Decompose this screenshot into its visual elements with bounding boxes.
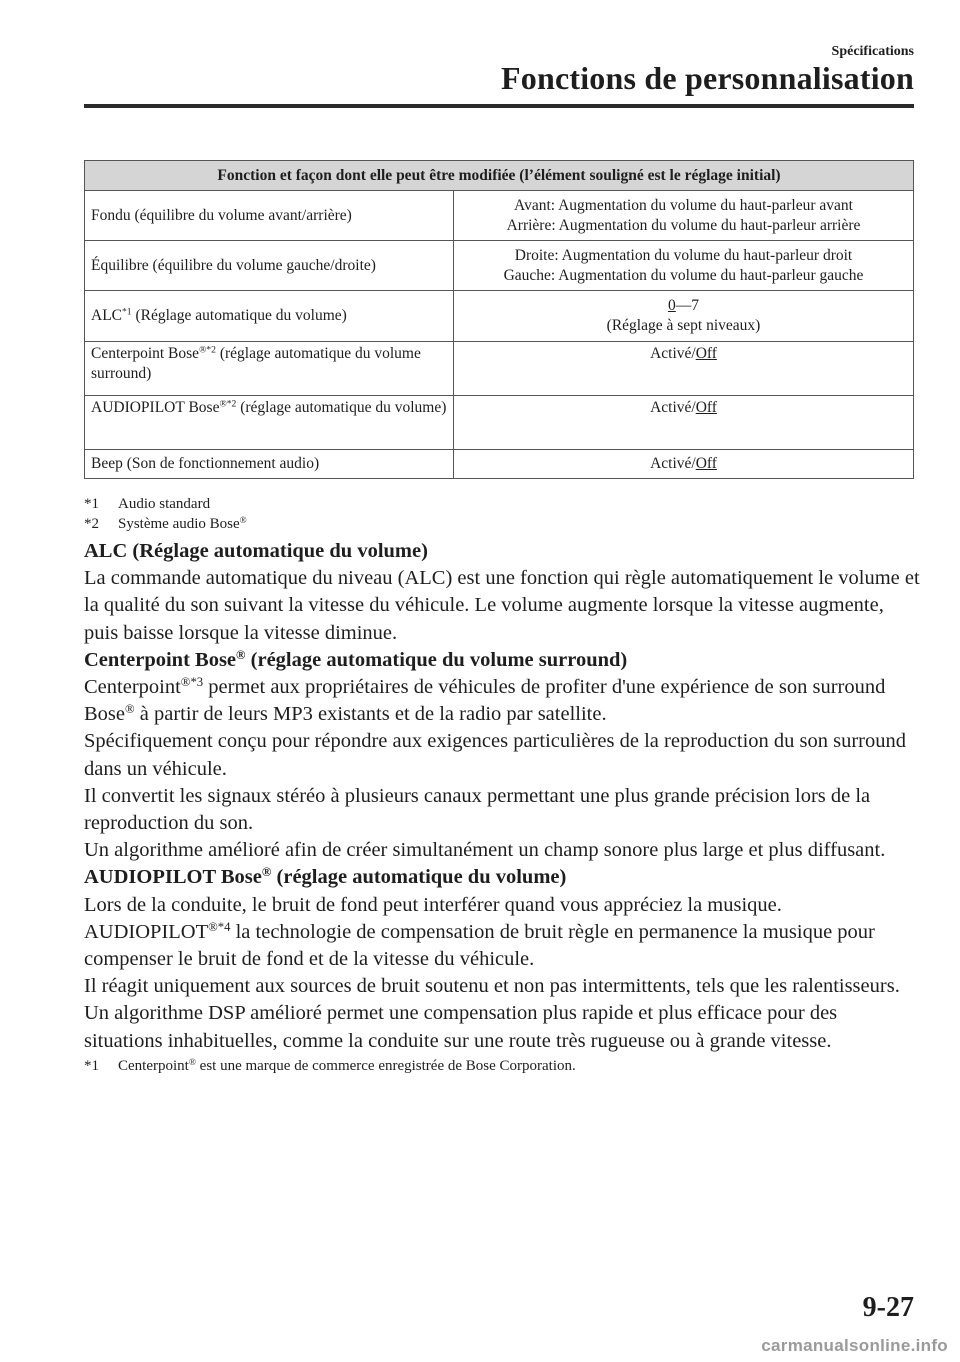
paragraph-text: AUDIOPILOT: [84, 920, 209, 943]
row-function: Fondu (équilibre du volume avant/arrière): [85, 191, 454, 241]
option-off-initial: Off: [695, 455, 717, 472]
paragraph-text: à partir de leurs MP3 existants et de la radio par satellite.: [134, 703, 607, 726]
row-function: [85, 396, 454, 450]
trademark-footnote: [84, 1055, 920, 1077]
paragraph-text: Centerpoint: [84, 676, 181, 699]
table-row: [85, 342, 914, 396]
paragraph: Il convertit les signaux stéréo à plusieurs canaux permettant une plus grande précision lors de la reproduction du son.: [84, 784, 871, 835]
function-sup: *1: [122, 306, 132, 318]
heading-text: Centerpoint Bose: [84, 648, 237, 671]
table-row: [85, 450, 914, 479]
setting-line: Gauche: Augmentation du volume du haut-parleur gauche: [503, 266, 864, 284]
heading-audiopilot: [84, 864, 920, 891]
paragraph-sup: ®: [125, 702, 135, 717]
paragraph: [84, 674, 920, 728]
footnote-sup: ®: [188, 1057, 196, 1068]
row-setting: [454, 396, 914, 450]
heading-sup: ®: [236, 647, 246, 662]
row-setting: [454, 291, 914, 342]
range-dash: —: [675, 297, 692, 314]
row-setting: [454, 450, 914, 479]
table-header-row: [85, 161, 914, 191]
paragraph-text: permet aux propriétaires de véhicules de profiter d'une expérience de son surround Bose: [84, 676, 886, 726]
paragraph: Un algorithme DSP amélioré permet une compensation plus rapide et plus efficace pour des situations inhabituelles, comme la conduite sur une route très rugueuse ou à grande vitesse.: [84, 1002, 838, 1052]
option-on: Activé/: [650, 399, 696, 416]
section-label: Spécifications: [831, 44, 914, 59]
paragraph: Lors de la conduite, le bruit de fond peut interférer quand vous appréciez la musique.: [84, 893, 782, 916]
footnote-text: Centerpoint: [118, 1057, 189, 1074]
page-number: 9-27: [862, 1292, 914, 1323]
row-function: Beep (Son de fonctionnement audio): [85, 450, 454, 479]
paragraph: Un algorithme amélioré afin de créer simultanément un champ sonore plus large et plus diffusant.: [84, 839, 886, 862]
paragraph-sup: ®*3: [180, 675, 204, 690]
function-text: (Réglage automatique du volume): [131, 307, 347, 324]
footnote-text: Audio standard: [118, 496, 211, 512]
setting-line: Avant: Augmentation du volume du haut-parleur avant: [514, 196, 853, 214]
paragraph: La commande automatique du niveau (ALC) est une fonction qui règle automatiquement le volume et la qualité du son suivant la vitesse du véhicule. Le volume augmente lorsque la vitesse augmente, puis baisse lorsque la vitesse diminue.: [84, 567, 920, 644]
table-row: [85, 191, 914, 241]
footnote-mark: *1: [84, 496, 99, 512]
watermark: carmanualsonline.info: [761, 1336, 948, 1355]
footnote-mark: *1: [84, 1057, 99, 1074]
function-text: ALC: [91, 307, 122, 324]
table-row: [85, 396, 914, 450]
heading-sup: ®: [261, 865, 272, 880]
footnote: [84, 494, 247, 514]
row-function: [85, 342, 454, 396]
option-on: Activé/: [650, 455, 696, 472]
table-row: [85, 291, 914, 342]
row-setting: [454, 191, 914, 241]
footnote-sup: ®: [239, 515, 247, 526]
setting-line: Droite: Augmentation du volume du haut-parleur droit: [514, 246, 853, 264]
function-sup: ®*2: [219, 398, 237, 410]
paragraph: [84, 919, 920, 973]
heading-text: (réglage automatique du volume surround): [245, 648, 628, 671]
paragraph-sup: ®*4: [208, 919, 231, 934]
body-text: [84, 538, 920, 1077]
table-footnotes: [84, 494, 247, 534]
heading-text: AUDIOPILOT Bose: [84, 866, 262, 889]
paragraph: Il réagit uniquement aux sources de bruit soutenu et non pas intermittents, tels que les ralentisseurs.: [84, 975, 900, 998]
initial-value: 0: [668, 297, 676, 314]
paragraph: Spécifiquement conçu pour répondre aux exigences particulières de la reproduction du son surround dans un véhicule.: [84, 730, 907, 780]
setting-line: Arrière: Augmentation du volume du haut-parleur arrière: [506, 216, 861, 234]
function-sup: ®*2: [199, 344, 216, 356]
row-function: Équilibre (équilibre du volume gauche/droite): [85, 241, 454, 291]
function-text: (réglage automatique du volume surround): [91, 345, 421, 382]
heading-alc: ALC (Réglage automatique du volume): [84, 540, 428, 562]
footnote-text: est une marque de commerce enregistrée de Bose Corporation.: [195, 1057, 576, 1074]
footnote-mark: *2: [84, 516, 99, 532]
max-value: 7: [691, 297, 699, 314]
table-row: [85, 241, 914, 291]
footnote-text: Système audio Bose: [118, 516, 240, 532]
page-title: Fonctions de personnalisation: [501, 60, 914, 96]
row-setting: [454, 241, 914, 291]
settings-table: [84, 160, 914, 479]
row-function: [85, 291, 454, 342]
header-rule: [84, 104, 914, 108]
heading-text: (réglage automatique du volume): [271, 866, 567, 889]
footnote: [84, 514, 247, 534]
setting-range: [460, 296, 907, 316]
option-on: Activé/: [650, 345, 696, 362]
function-text: Centerpoint Bose: [91, 345, 200, 362]
row-setting: [454, 342, 914, 396]
function-text: AUDIOPILOT Bose: [91, 399, 220, 416]
function-text: (réglage automatique du volume): [236, 399, 447, 416]
option-off-initial: Off: [695, 345, 717, 362]
heading-centerpoint: [84, 647, 920, 674]
paragraph-text: la technologie de compensation de bruit règle en permanence la musique pour compenser le bruit de fond et de la vitesse du véhicule.: [84, 920, 875, 971]
table-heading: Fonction et façon dont elle peut être modifiée (l’élément souligné est le réglage initial): [85, 161, 914, 191]
option-off-initial: Off: [695, 399, 717, 416]
setting-note: (Réglage à sept niveaux): [606, 317, 761, 334]
